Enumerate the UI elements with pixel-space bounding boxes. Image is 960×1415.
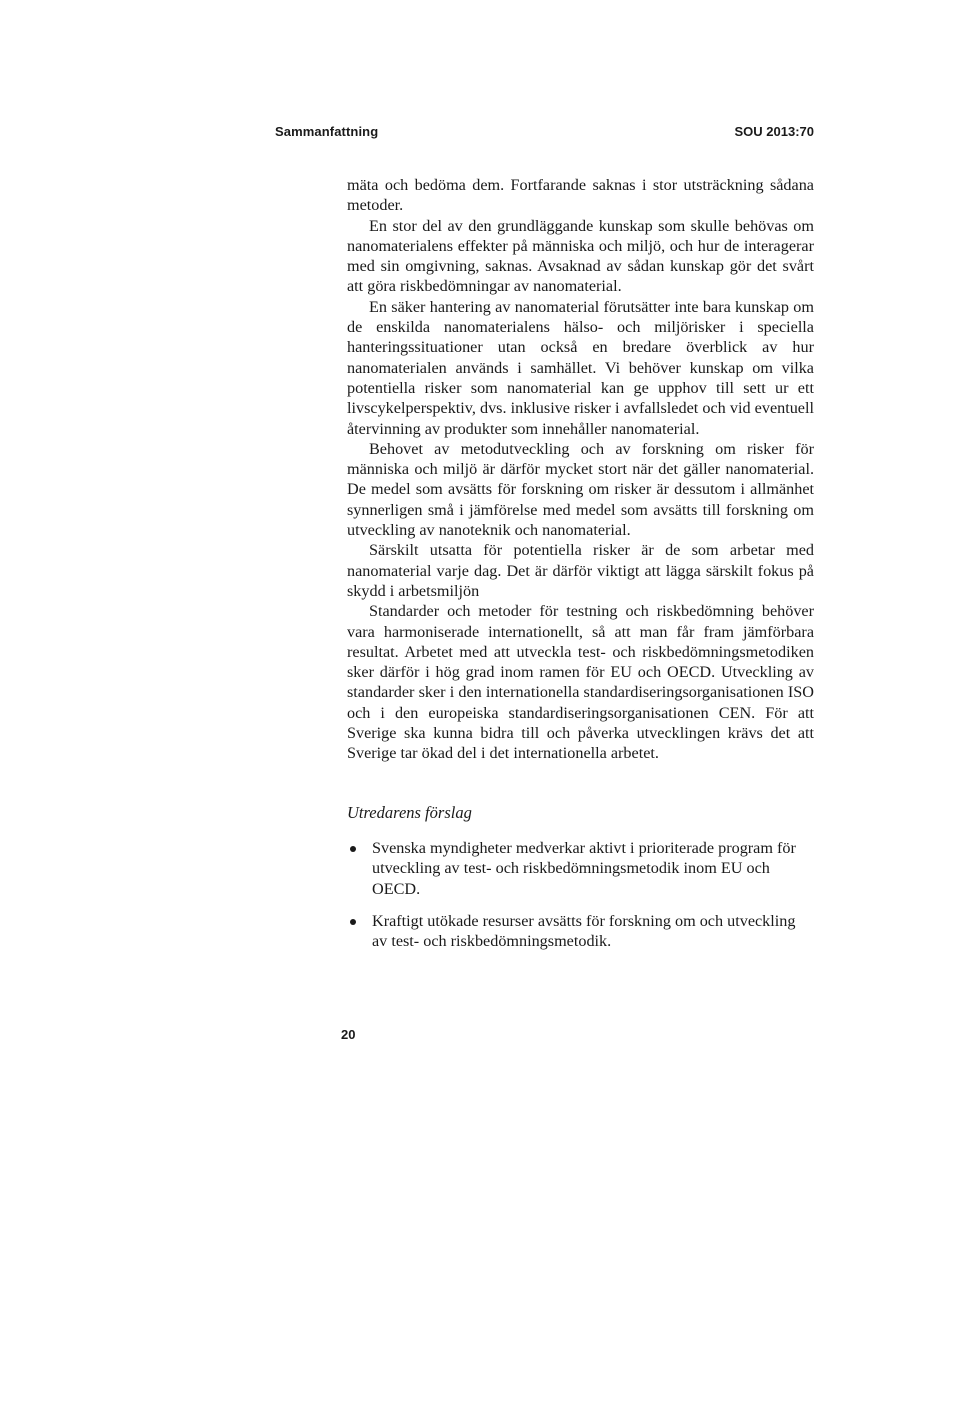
list-item-text: Svenska myndigheter medverkar aktivt i prioriterade program för utveckling av test- och riskbedömningsmetodik inom EU och OECD. — [372, 839, 796, 898]
paragraph: mäta och bedöma dem. Fortfarande saknas i stor utsträckning sådana metoder. — [347, 176, 814, 215]
paragraph: Behovet av metodutveckling och av forskning om risker för människa och miljö är därför mycket stort när det gäller nanomaterial. De medel som avsätts för forskning om risker är dessutom i allmänhet synnerligen små i jämförelse med medel som avsätts till forskning om utveckling av nanoteknik och nanomaterial. — [347, 439, 814, 540]
section-heading: Utredarens förslag — [347, 803, 472, 822]
bullet-icon — [350, 846, 356, 852]
body-text — [347, 175, 814, 764]
list-item-text: Kraftigt utökade resurser avsätts för forskning om och utveckling av test- och riskbedömningsmetodik. — [372, 911, 796, 951]
running-header-reference: SOU 2013:70 — [734, 124, 814, 139]
paragraph: En säker hantering av nanomaterial förutsätter inte bara kunskap om de enskilda nanomaterialens hälso- och miljörisker i speciella hanteringssituationer utan också en bredare överblick av hur nanomaterialen används i samhället. Vi behöver kunskap om vilka potentiella risker som nanomaterial kan ge upphov till sett ur ett livscykelperspektiv, dvs. inklusive risker i avfallsledet och vid eventuell återvinning av produkter som innehåller nanomaterial. — [347, 297, 814, 438]
bullet-icon — [350, 919, 356, 925]
paragraph: Standarder och metoder för testning och riskbedömning behöver vara harmoniserade internationellt, så att man får fram jämförbara resultat. Arbetet med att utveckla test- och riskbedömningsmetodiken sker därför i hög grad inom ramen för EU och OECD. Utveckling av standarder sker i den internationella standardiseringsorganisationen ISO och i den europeiska standardiseringsorganisationen CEN. För att Sverige ska kunna bidra till och påverka utvecklingen krävs det att Sverige tar ökad del i det internationella arbetet. — [347, 602, 814, 763]
page-number: 20 — [341, 1027, 356, 1042]
paragraph: En stor del av den grundläggande kunskap som skulle behövas om nanomaterialens effekter på människa och miljö, och hur de interagerar med sin omgivning, saknas. Avsaknad av sådan kunskap gör det svårt att göra riskbedömningar av nanomaterial. — [347, 216, 814, 296]
paragraph: Särskilt utsatta för potentiella risker är de som arbetar med nanomaterial varje dag. Det är därför viktigt att lägga särskilt fokus på skydd i arbetsmiljön — [347, 541, 814, 600]
list-item — [347, 838, 814, 899]
proposal-list — [347, 838, 814, 963]
list-item — [347, 911, 814, 952]
running-header-section: Sammanfattning — [275, 124, 379, 139]
